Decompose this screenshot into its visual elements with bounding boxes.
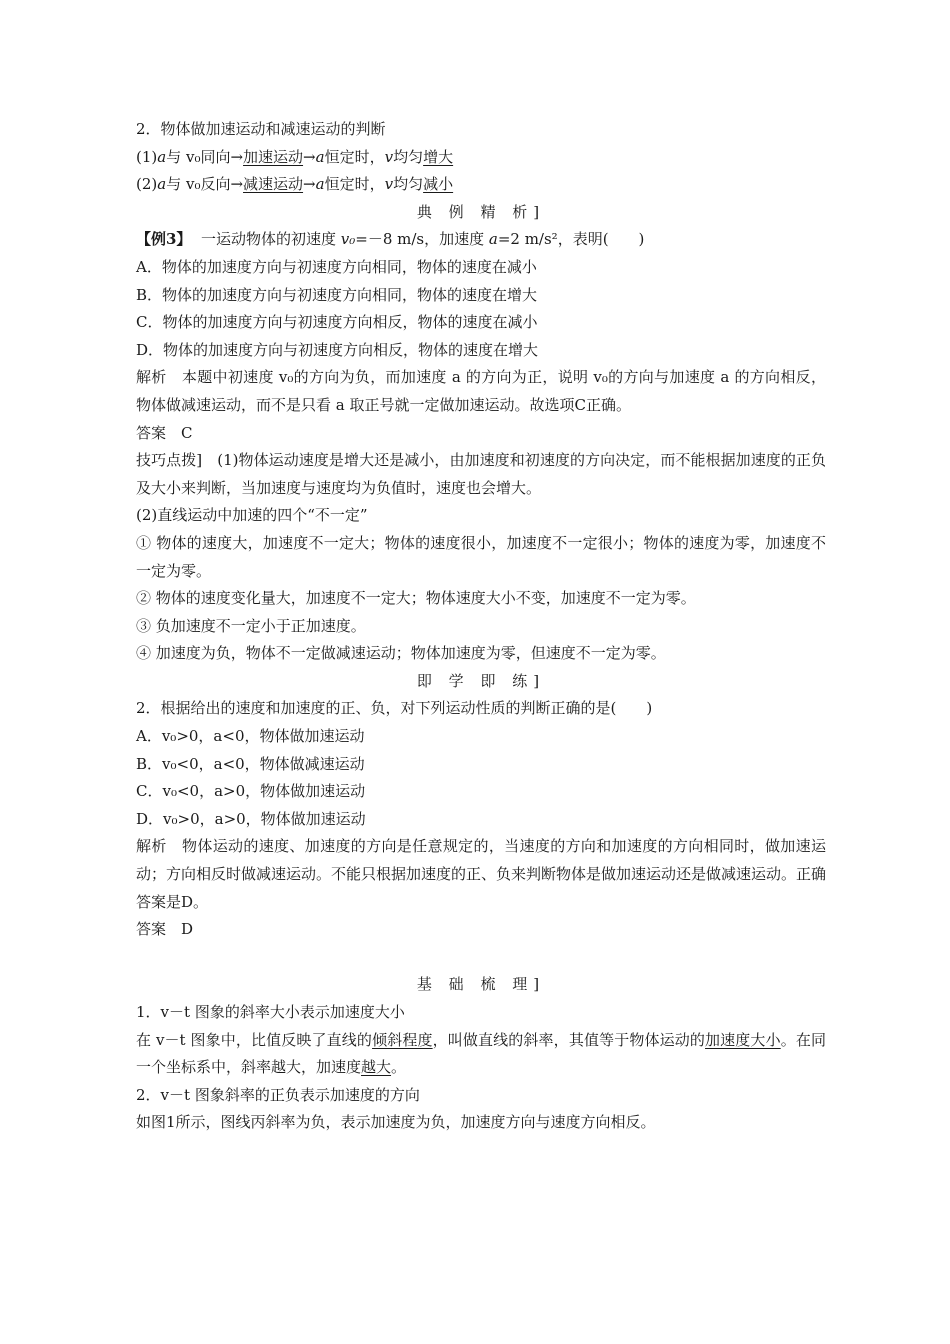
tips-item-3: ③ 负加速度不一定小于正加速度。 [136, 616, 366, 635]
practice-answer: 答案 D [136, 920, 194, 939]
example-stem: 【例3】 一运动物体的初速度 v₀=－8 m/s，加速度 a=2 m/s²，表明( ) [136, 230, 645, 249]
example-option-d: D．物体的加速度方向与初速度方向相反，物体的速度在增大 [136, 340, 539, 359]
example-tag: 【例3】 [136, 230, 192, 249]
blank-answer: 增大 [423, 147, 454, 166]
case-opposite-direction: (2)a与 v₀反向→减速运动→a恒定时，v均匀减小 [136, 175, 454, 194]
tips-item-1: ① 物体的速度大，加速度不一定大；物体的速度很小，加速度不一定很小；物体的速度为零，加速度不一定为零。 [136, 533, 826, 580]
blank-answer: 越大 [361, 1058, 392, 1077]
practice-section-title: 即 学 即 练] [416, 671, 546, 690]
example-analysis: 解析 本题中初速度 v₀的方向为负，而加速度 a 的方向为正，说明 v₀的方向与加速度 a 的方向相反，物体做减速运动，而不是只看 a 取正号就一定做加速运动。故选项C正确。 [136, 368, 826, 414]
practice-stem: 2．根据给出的速度和加速度的正、负，对下列运动性质的判断正确的是( ) [136, 699, 653, 718]
basics-paragraph-1: 在 v－t 图象中，比值反映了直线的倾斜程度，叫做直线的斜率，其值等于物体运动的加速度大小。在同一个坐标系中，斜率越大，加速度越大。 [136, 1030, 826, 1077]
tips-paragraph-1: 技巧点拨] (1)物体运动速度是增大还是减小，由加速度和初速度的方向决定，而不能根据加速度的正负及大小来判断，当加速度与速度均为负值时，速度也会增大。 [136, 451, 826, 497]
practice-option-d: D．v₀>0，a>0，物体做加速运动 [136, 809, 366, 828]
blank-answer: 倾斜程度 [372, 1030, 433, 1049]
basics-paragraph-2: 如图1所示，图线丙斜率为负，表示加速度为负，加速度方向与速度方向相反。 [136, 1113, 656, 1132]
tips-paragraph-2: (2)直线运动中加速的四个“不一定” [136, 506, 368, 525]
blank-answer: 减小 [423, 175, 454, 194]
section-heading: 2．物体做加速运动和减速运动的判断 [136, 120, 386, 138]
basics-heading-1: 1．v－t 图象的斜率大小表示加速度大小 [136, 1003, 405, 1021]
example-answer: 答案 C [136, 423, 193, 442]
spacer [136, 944, 826, 972]
document-page [136, 116, 826, 1137]
practice-option-b: B．v₀<0，a<0，物体做减速运动 [136, 754, 365, 773]
example-option-a: A．物体的加速度方向与初速度方向相同，物体的速度在减小 [136, 257, 537, 276]
example-section-title: 典 例 精 析] [416, 202, 546, 221]
practice-option-a: A．v₀>0，a<0，物体做加速运动 [136, 727, 365, 746]
practice-option-c: C．v₀<0，a>0，物体做加速运动 [136, 782, 366, 801]
blank-answer: 减速运动 [243, 175, 304, 194]
blank-answer: 加速度大小 [705, 1030, 781, 1049]
tips-item-4: ④ 加速度为负，物体不一定做减速运动；物体加速度为零，但速度不一定为零。 [136, 644, 666, 663]
basics-section-title: 基 础 梳 理] [416, 975, 546, 994]
basics-heading-2: 2．v－t 图象斜率的正负表示加速度的方向 [136, 1085, 420, 1104]
case-same-direction: (1)a与 v₀同向→加速运动→a恒定时，v均匀增大 [136, 147, 454, 166]
example-option-b: B．物体的加速度方向与初速度方向相同，物体的速度在增大 [136, 285, 538, 304]
practice-analysis: 解析 物体运动的速度、加速度的方向是任意规定的，当速度的方向和加速度的方向相同时，做加速运动；方向相反时做减速运动。不能只根据加速度的正、负来判断物体是做加速运动还是做减速运动。正确答案是D。 [136, 837, 827, 911]
example-option-c: C．物体的加速度方向与初速度方向相反，物体的速度在减小 [136, 313, 538, 332]
blank-answer: 加速运动 [243, 147, 304, 166]
tips-item-2: ② 物体的速度变化量大，加速度不一定大；物体速度大小不变，加速度不一定为零。 [136, 589, 696, 608]
